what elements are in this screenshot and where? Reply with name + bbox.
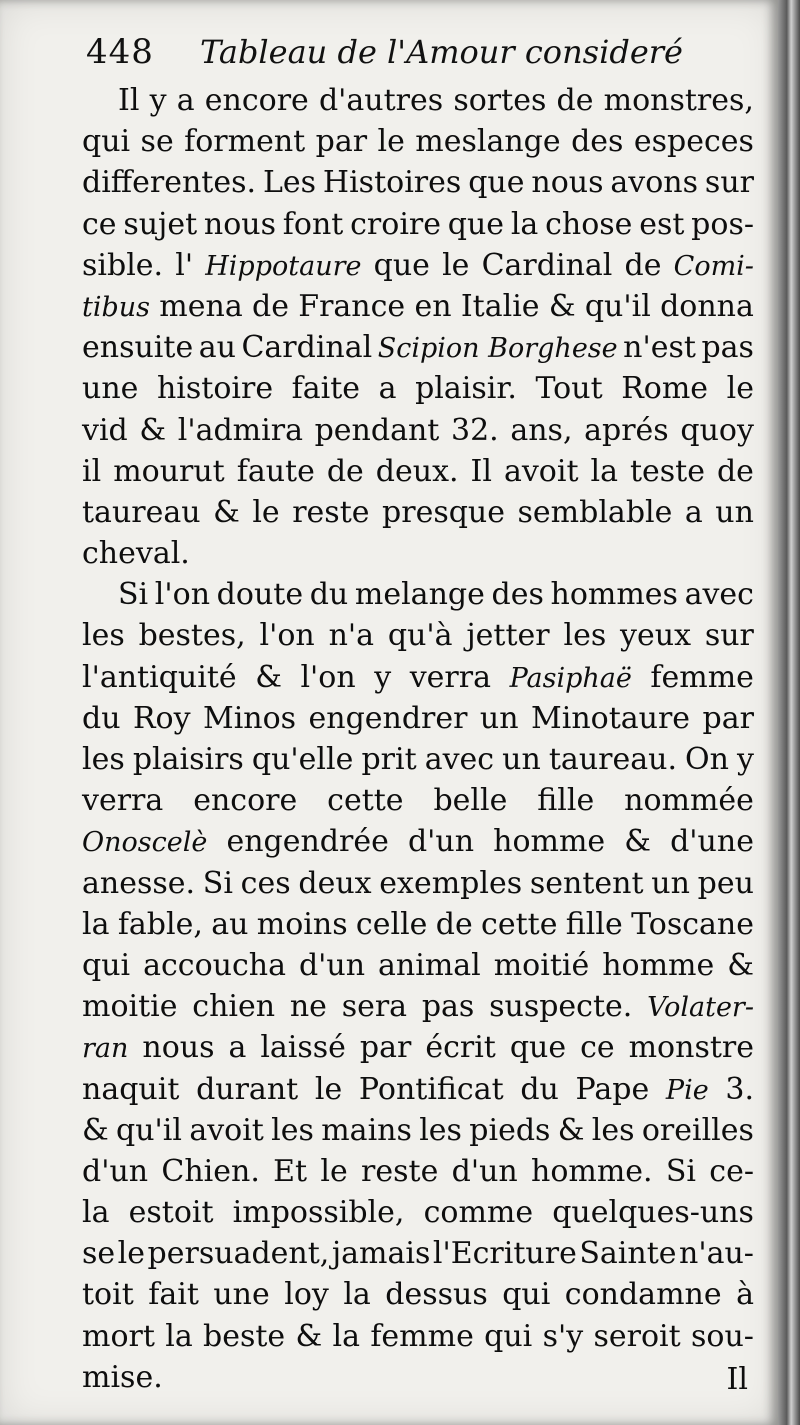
word: reste xyxy=(292,494,370,530)
word: moitié xyxy=(493,947,590,983)
word: Les xyxy=(262,165,317,201)
word: les xyxy=(591,1112,635,1148)
word: en xyxy=(414,288,452,324)
text-line xyxy=(82,574,754,615)
word: n'est xyxy=(623,330,696,366)
word: sujet xyxy=(123,206,198,242)
word: Si xyxy=(118,577,149,613)
word: Si xyxy=(202,865,233,901)
text-line xyxy=(82,821,754,862)
word: semblable xyxy=(517,494,673,530)
word: laissé xyxy=(260,1030,346,1066)
word: les xyxy=(419,1112,462,1148)
word: pieds xyxy=(469,1112,551,1148)
word: hommes xyxy=(550,577,678,613)
word: chien xyxy=(192,989,276,1025)
word: fille xyxy=(565,906,623,942)
word: Sainte xyxy=(579,1236,677,1272)
text-line xyxy=(82,657,754,698)
word: un xyxy=(502,742,541,777)
word: cette xyxy=(481,906,558,942)
word: par xyxy=(702,700,754,736)
word: n'au- xyxy=(679,1236,754,1272)
word: taureau. xyxy=(548,742,677,777)
word: Toscane xyxy=(631,906,754,942)
text-line xyxy=(82,245,754,286)
word: Pontificat xyxy=(358,1071,504,1107)
word: nous xyxy=(203,206,277,242)
word: du xyxy=(309,577,349,613)
word: monstre xyxy=(628,1030,754,1066)
text-line xyxy=(82,780,754,821)
word: l'admira xyxy=(177,412,303,448)
word: nous xyxy=(142,1030,215,1066)
word: especes xyxy=(633,124,754,160)
italic-text: Comi- xyxy=(673,250,754,282)
word: femme xyxy=(650,659,754,695)
word: homme xyxy=(602,947,715,983)
text-line xyxy=(82,1274,754,1315)
word: d'un xyxy=(451,1153,518,1189)
word: anesse. xyxy=(82,865,196,901)
text-line xyxy=(82,368,754,409)
text-line xyxy=(82,327,754,368)
word: sera xyxy=(341,989,408,1025)
word: condamne xyxy=(564,1277,722,1313)
word: les xyxy=(82,618,125,654)
word: y xyxy=(737,742,754,777)
word: suspecte. xyxy=(489,989,633,1025)
word: ans, xyxy=(510,412,573,448)
word: beste xyxy=(203,1318,286,1354)
word: celle xyxy=(355,906,428,942)
word: mort xyxy=(82,1318,155,1354)
word: un xyxy=(479,700,519,736)
text-line xyxy=(82,615,754,656)
word: le xyxy=(726,371,754,407)
word: nommée xyxy=(624,783,754,819)
word: avec xyxy=(684,577,754,613)
word: avoit xyxy=(189,1112,264,1148)
word: un xyxy=(715,494,754,530)
page-edge xyxy=(778,0,800,1425)
word: vid xyxy=(82,412,128,448)
word: Roy xyxy=(132,700,191,736)
word: accoucha xyxy=(143,947,286,983)
word: de xyxy=(252,288,289,324)
word: teste xyxy=(629,453,705,489)
italic-text: Hippotaure xyxy=(205,250,362,282)
word: 32. xyxy=(450,412,499,448)
text-line xyxy=(82,1069,754,1110)
word: cheval. xyxy=(82,536,190,572)
text-line xyxy=(82,162,754,203)
word: belle xyxy=(433,783,508,819)
word: a xyxy=(378,371,397,407)
text-line xyxy=(82,1357,754,1398)
word: faite xyxy=(291,371,361,407)
word: la xyxy=(343,1277,371,1313)
word: Si xyxy=(665,1153,697,1189)
word: pos- xyxy=(691,206,754,242)
word: sentent xyxy=(529,865,644,901)
word: la xyxy=(82,906,110,942)
italic-text: Pasiphaë xyxy=(509,662,632,694)
word: On xyxy=(685,742,729,777)
word: & xyxy=(624,824,651,860)
word: n'a xyxy=(328,618,375,654)
word: France xyxy=(298,288,406,324)
word: du xyxy=(520,1071,559,1107)
word: yeux xyxy=(620,618,691,654)
word: homme xyxy=(493,824,606,860)
word: ce xyxy=(580,1030,615,1066)
word: des xyxy=(491,577,544,613)
word: qu'à xyxy=(387,618,453,654)
word: deux. xyxy=(375,453,459,489)
word: deux xyxy=(298,865,372,901)
text-line xyxy=(82,986,754,1027)
word: mains xyxy=(321,1112,412,1148)
word: chose xyxy=(545,206,633,242)
word: de xyxy=(556,83,594,118)
word: le xyxy=(442,247,470,283)
text-line xyxy=(82,1151,754,1192)
word: du xyxy=(82,700,121,736)
word: durant xyxy=(196,1071,299,1107)
text-line xyxy=(82,698,754,739)
word: loy xyxy=(284,1277,329,1313)
word: de xyxy=(624,247,662,283)
word: s'y xyxy=(542,1318,584,1354)
word: Italie xyxy=(460,288,540,324)
word: bestes, xyxy=(138,618,246,654)
word: monstres, xyxy=(603,83,754,118)
word: & xyxy=(82,1112,109,1148)
word: d'une xyxy=(670,824,754,860)
text-line xyxy=(82,904,754,945)
word: nous xyxy=(531,165,604,201)
word: a xyxy=(228,1030,247,1066)
italic-text: Onoscelè xyxy=(82,827,208,859)
word: mourut xyxy=(113,453,225,489)
catchword: Il xyxy=(726,1362,748,1397)
word: Minotaure xyxy=(531,700,691,736)
word: ensuite xyxy=(82,330,194,366)
text-line xyxy=(82,492,754,533)
word: que xyxy=(509,1030,567,1066)
word: sou- xyxy=(691,1318,754,1354)
word: pendant xyxy=(314,412,440,448)
word: les xyxy=(563,618,607,654)
word: presque xyxy=(382,494,506,530)
word: impossible, xyxy=(232,1195,405,1231)
word: qui xyxy=(484,1318,533,1354)
word: des xyxy=(571,124,624,160)
word: le xyxy=(314,1071,343,1107)
italic-text: Volater- xyxy=(647,992,754,1024)
word: doute xyxy=(216,577,304,613)
word: la xyxy=(82,1195,110,1231)
word: se xyxy=(140,124,174,160)
word: Et xyxy=(273,1153,308,1189)
word: seroit xyxy=(593,1318,681,1354)
word: un xyxy=(651,865,690,901)
word: Cardinal xyxy=(481,247,613,283)
word: encore xyxy=(193,783,298,819)
word: y xyxy=(374,659,392,695)
word: quelques-uns xyxy=(552,1195,754,1231)
word: sur xyxy=(704,165,754,201)
word: & xyxy=(139,412,167,448)
text-line xyxy=(82,533,754,574)
word: l' xyxy=(175,247,194,283)
text-line xyxy=(82,121,754,162)
word: le xyxy=(252,494,280,530)
word: écrit xyxy=(425,1030,496,1066)
word: ces xyxy=(240,865,291,901)
word: & xyxy=(295,1318,323,1354)
word: croire xyxy=(350,206,442,242)
word: se xyxy=(82,1236,116,1272)
word: l'Ecriture xyxy=(432,1236,577,1272)
word: animal xyxy=(378,947,481,983)
word: font xyxy=(282,206,344,242)
word: peu xyxy=(697,865,754,901)
page-header xyxy=(86,26,746,78)
word: meslange xyxy=(415,124,561,160)
word: que xyxy=(468,165,525,201)
word: faute xyxy=(236,453,315,489)
word: la xyxy=(332,1318,361,1354)
word: qui xyxy=(82,947,131,983)
word: avons xyxy=(610,165,699,201)
text-line xyxy=(82,451,754,492)
word: donna xyxy=(660,288,754,324)
text-line xyxy=(82,80,754,121)
word: & xyxy=(548,288,576,324)
word: Pape xyxy=(575,1071,650,1107)
word: ne xyxy=(289,989,327,1025)
word: qu'il xyxy=(116,1112,182,1148)
word: mise. xyxy=(82,1359,163,1395)
text-line xyxy=(82,410,754,451)
word: les xyxy=(271,1112,314,1148)
word: aprés xyxy=(584,412,669,448)
word: sible. xyxy=(82,247,164,283)
word: naquit xyxy=(82,1071,180,1107)
word: au xyxy=(198,330,236,366)
word: & xyxy=(557,1112,585,1148)
word: verra xyxy=(82,783,164,819)
word: taureau xyxy=(82,494,201,530)
word: qu'il xyxy=(584,288,651,324)
word: oreilles xyxy=(641,1112,754,1148)
word: fait xyxy=(148,1277,199,1313)
word: quoy xyxy=(680,412,754,448)
word: encore xyxy=(204,83,309,118)
italic-text: ran xyxy=(82,1033,129,1065)
word: y xyxy=(149,83,167,118)
word: homme. xyxy=(531,1153,653,1189)
word: engendrer xyxy=(308,700,468,736)
word: d'un xyxy=(298,947,366,983)
word: la xyxy=(510,206,539,242)
word: plaisir. xyxy=(415,371,517,407)
word: comme xyxy=(423,1195,534,1231)
word: & xyxy=(213,494,240,530)
word: mena xyxy=(159,288,243,324)
word: exemples xyxy=(379,865,523,901)
word: avec xyxy=(424,742,495,777)
italic-text: tibus xyxy=(82,291,151,323)
word: sortes xyxy=(453,83,547,118)
word: sur xyxy=(704,618,754,654)
running-head: Tableau de l'Amour consideré xyxy=(200,33,683,71)
word: les xyxy=(82,742,125,777)
word: Minos xyxy=(202,700,297,736)
word: pas xyxy=(421,989,475,1025)
word: verra xyxy=(409,659,492,695)
word: prit xyxy=(361,742,417,777)
word: par xyxy=(359,1030,412,1066)
word: d'un xyxy=(407,824,475,860)
word: une xyxy=(82,371,139,407)
text-line xyxy=(82,1233,754,1274)
word: moitie xyxy=(82,989,178,1025)
word: d'autres xyxy=(318,83,444,118)
word: l'on xyxy=(259,618,315,654)
word: qui xyxy=(502,1277,551,1313)
word: l'antiquité xyxy=(82,659,237,695)
word: Il xyxy=(470,453,492,489)
word: estoit xyxy=(128,1195,214,1231)
text-line xyxy=(82,945,754,986)
word: d'un xyxy=(82,1153,149,1189)
word: cette xyxy=(327,783,404,819)
word: une xyxy=(213,1277,270,1313)
word: qui xyxy=(82,124,131,160)
word: avoit xyxy=(503,453,579,489)
word: jetter xyxy=(466,618,550,654)
word: a xyxy=(684,494,703,530)
word: Rome xyxy=(621,371,709,407)
word: le xyxy=(377,124,405,160)
word: de xyxy=(326,453,364,489)
word: & xyxy=(727,947,754,983)
word: Tout xyxy=(535,371,603,407)
word: le xyxy=(320,1153,348,1189)
word: ce xyxy=(82,206,117,242)
word: fable, xyxy=(117,906,203,942)
word: de xyxy=(716,453,754,489)
word: il xyxy=(82,453,102,489)
word: la xyxy=(590,453,618,489)
word: de xyxy=(435,906,473,942)
word: Chien. xyxy=(161,1153,260,1189)
word: jamais xyxy=(331,1236,431,1272)
text-line xyxy=(82,1192,754,1233)
word: Cardinal xyxy=(241,330,373,366)
word: que xyxy=(373,247,430,283)
page-body-text xyxy=(82,80,754,1398)
word: ce- xyxy=(709,1153,754,1189)
word: differentes. xyxy=(82,165,257,201)
word: qu'elle xyxy=(251,742,354,777)
text-line xyxy=(82,1110,754,1151)
word: que xyxy=(447,206,505,242)
word: à xyxy=(736,1277,754,1313)
word: engendrée xyxy=(226,824,389,860)
word: forment xyxy=(184,124,306,160)
word: par xyxy=(315,124,368,160)
word: histoire xyxy=(156,371,274,407)
word: a xyxy=(176,83,195,118)
word: la xyxy=(165,1318,193,1354)
page-number: 448 xyxy=(86,32,154,72)
text-line xyxy=(82,863,754,904)
word: au xyxy=(211,906,249,942)
word: melange xyxy=(354,577,485,613)
word: Histoires xyxy=(322,165,462,201)
word: toit xyxy=(82,1277,134,1313)
italic-text: Scipion Borghese xyxy=(377,333,618,365)
word: dessus xyxy=(385,1277,488,1313)
text-line xyxy=(82,1027,754,1068)
text-line xyxy=(82,1316,754,1357)
word: reste xyxy=(361,1153,439,1189)
word: plaisirs xyxy=(132,742,244,777)
word: fille xyxy=(537,783,595,819)
word: l'on xyxy=(300,659,356,695)
text-line xyxy=(82,286,754,327)
word: & xyxy=(255,659,282,695)
word: femme xyxy=(370,1318,474,1354)
text-line xyxy=(82,204,754,245)
text-line xyxy=(82,739,754,780)
word: moins xyxy=(256,906,348,942)
word: Il xyxy=(118,83,140,118)
word: pas xyxy=(701,330,754,366)
word: le xyxy=(117,1236,146,1272)
italic-text: Pie xyxy=(665,1074,709,1106)
word: persuadent, xyxy=(147,1236,330,1272)
word: est xyxy=(639,206,685,242)
word: l'on xyxy=(154,577,211,613)
word: 3. xyxy=(725,1071,754,1107)
